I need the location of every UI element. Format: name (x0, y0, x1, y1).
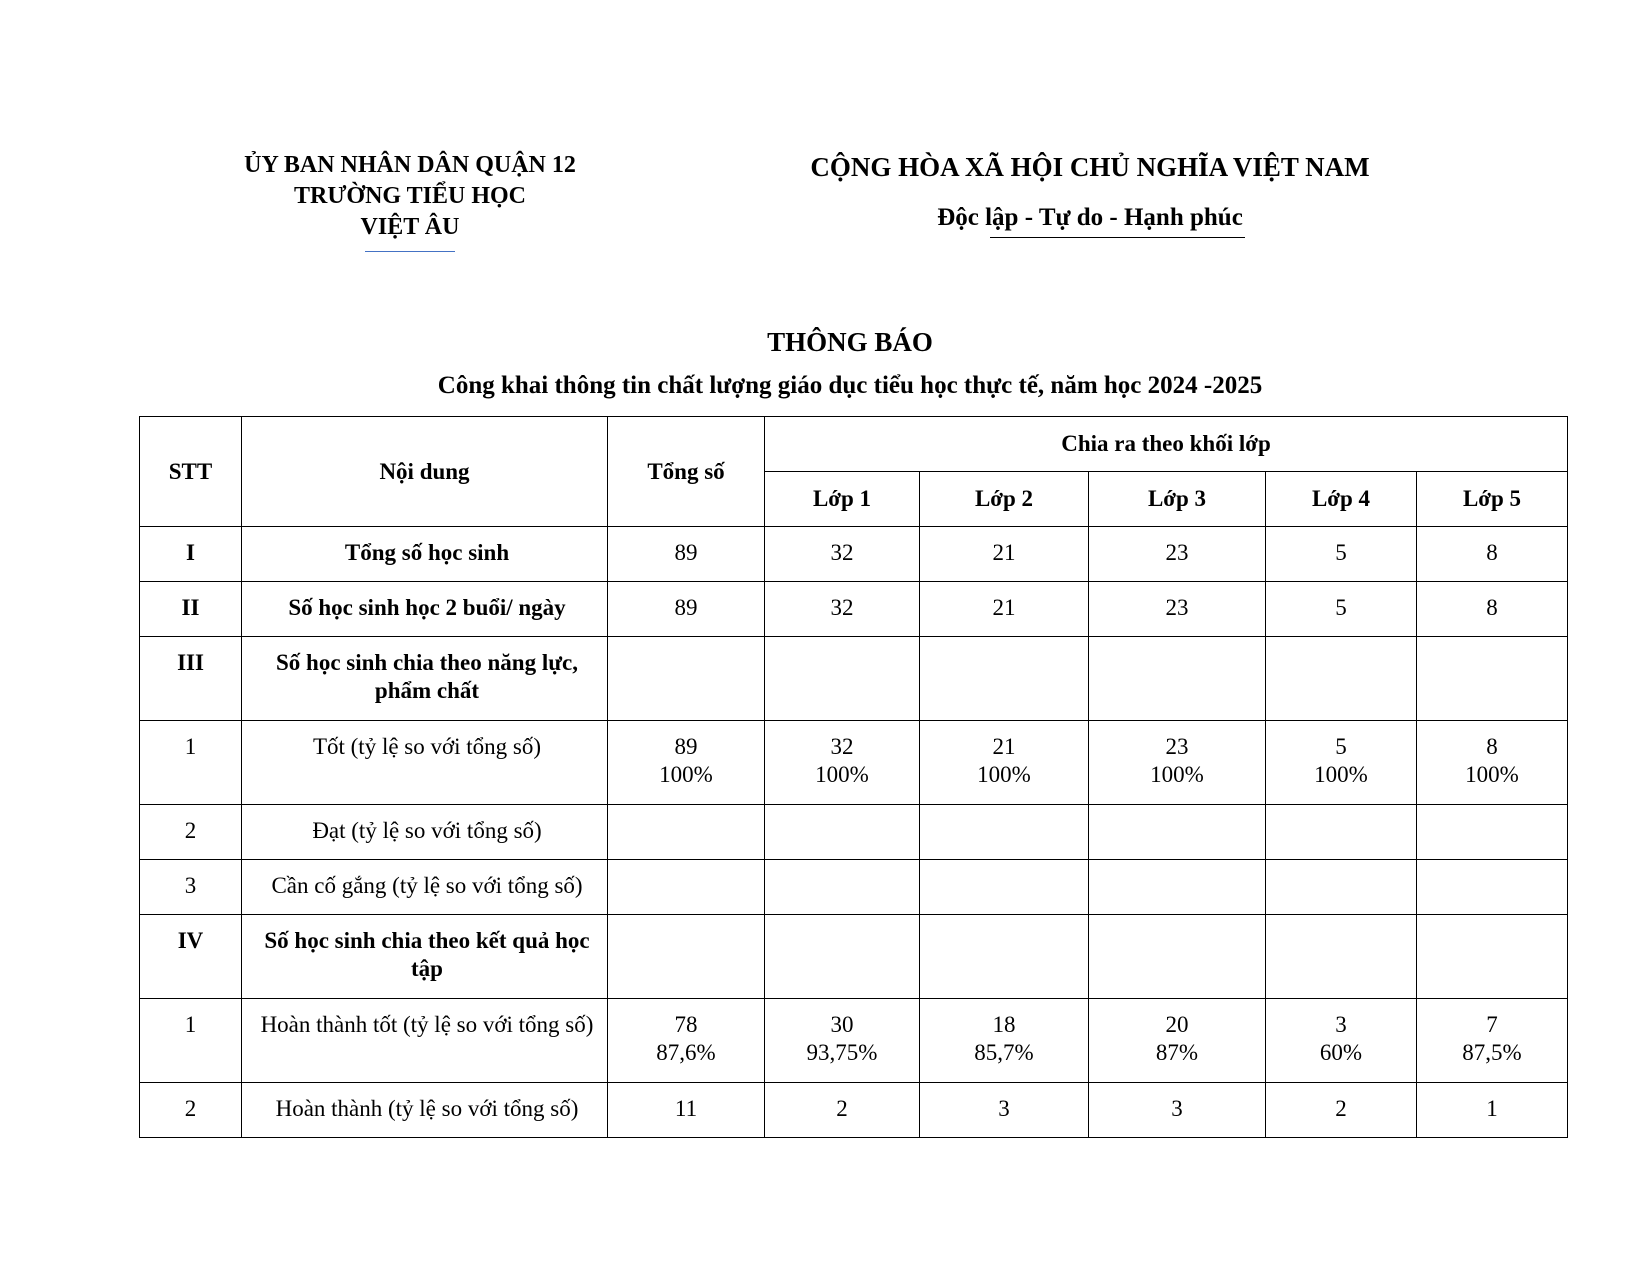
stt-cell: IV (140, 915, 242, 999)
total-cell (608, 915, 765, 999)
total-cell: 89 (608, 527, 765, 582)
grade-1-cell: 32 (765, 527, 920, 582)
grade-3-cell (1089, 805, 1266, 860)
issuer-authority: ỦY BAN NHÂN DÂN QUẬN 12 (244, 152, 576, 178)
grade-4-cell: 5 (1266, 582, 1417, 637)
table-row (140, 527, 1568, 582)
header-grade-4: Lớp 4 (1266, 472, 1417, 527)
issuer-divider (365, 251, 455, 252)
content-cell: Hoàn thành (tỷ lệ so với tổng số) (242, 1083, 608, 1138)
grade-2-cell: 21 (920, 582, 1089, 637)
national-motto: Độc lập - Tự do - Hạnh phúc (937, 204, 1243, 231)
grade-1-cell (765, 637, 920, 721)
national-header (780, 150, 1400, 238)
grade-4-cell: 3 60% (1266, 999, 1417, 1083)
total-cell (608, 860, 765, 915)
grade-4-cell: 5 100% (1266, 721, 1417, 805)
grade-3-cell: 23 (1089, 582, 1266, 637)
grade-3-cell (1089, 860, 1266, 915)
grade-4-cell: 5 (1266, 527, 1417, 582)
grade-5-cell: 8 (1417, 582, 1568, 637)
table-row (140, 915, 1568, 999)
issuer-block (190, 150, 630, 252)
table-row (140, 637, 1568, 721)
content-cell: Cần cố gắng (tỷ lệ so với tổng số) (242, 860, 608, 915)
grade-2-cell (920, 637, 1089, 721)
grade-4-cell (1266, 860, 1417, 915)
grade-5-cell: 1 (1417, 1083, 1568, 1138)
table-row (140, 721, 1568, 805)
table-row (140, 999, 1568, 1083)
content-cell: Tốt (tỷ lệ so với tổng số) (242, 721, 608, 805)
grade-3-cell (1089, 637, 1266, 721)
issuer-school-name: VIỆT ÂU (360, 214, 460, 240)
content-cell: Tổng số học sinh (242, 527, 608, 582)
motto-underline (990, 237, 1245, 238)
header-grade-1: Lớp 1 (765, 472, 920, 527)
quality-report-table (139, 416, 1568, 1138)
grade-5-cell (1417, 860, 1568, 915)
grade-2-cell: 3 (920, 1083, 1089, 1138)
header-grade-5: Lớp 5 (1417, 472, 1568, 527)
stt-cell: 1 (140, 999, 242, 1083)
total-cell: 89 100% (608, 721, 765, 805)
header-grade-group: Chia ra theo khối lớp (765, 417, 1568, 472)
grade-3-cell: 20 87% (1089, 999, 1266, 1083)
grade-5-cell (1417, 805, 1568, 860)
table-row (140, 582, 1568, 637)
stt-cell: 1 (140, 721, 242, 805)
grade-1-cell (765, 915, 920, 999)
total-cell (608, 637, 765, 721)
total-cell (608, 805, 765, 860)
table-row (140, 805, 1568, 860)
grade-1-cell: 32 100% (765, 721, 920, 805)
content-cell: Số học sinh chia theo kết quả học tập (242, 915, 608, 999)
total-cell: 89 (608, 582, 765, 637)
grade-2-cell (920, 805, 1089, 860)
stt-cell: 2 (140, 805, 242, 860)
document-subtitle: Công khai thông tin chất lượng giáo dục tiểu học thực tế, năm học 2024 -2025 (437, 372, 1263, 399)
national-name: CỘNG HÒA XÃ HỘI CHỦ NGHĨA VIỆT NAM (810, 152, 1370, 182)
total-cell: 11 (608, 1083, 765, 1138)
table-header-row (140, 417, 1568, 472)
stt-cell: 2 (140, 1083, 242, 1138)
total-cell: 78 87,6% (608, 999, 765, 1083)
content-cell: Số học sinh chia theo năng lực, phẩm chất (242, 637, 608, 721)
grade-4-cell: 2 (1266, 1083, 1417, 1138)
content-cell: Hoàn thành tốt (tỷ lệ so với tổng số) (242, 999, 608, 1083)
header-grade-2: Lớp 2 (920, 472, 1089, 527)
grade-4-cell (1266, 637, 1417, 721)
stt-cell: 3 (140, 860, 242, 915)
grade-4-cell (1266, 915, 1417, 999)
grade-2-cell: 21 (920, 527, 1089, 582)
grade-3-cell (1089, 915, 1266, 999)
header-grade-3: Lớp 3 (1089, 472, 1266, 527)
stt-cell: III (140, 637, 242, 721)
grade-2-cell: 18 85,7% (920, 999, 1089, 1083)
grade-1-cell (765, 805, 920, 860)
grade-3-cell: 23 (1089, 527, 1266, 582)
grade-4-cell (1266, 805, 1417, 860)
header-stt: STT (140, 417, 242, 527)
grade-3-cell: 23 100% (1089, 721, 1266, 805)
document-title: THÔNG BÁO (767, 327, 933, 357)
grade-2-cell (920, 860, 1089, 915)
table-row (140, 860, 1568, 915)
grade-2-cell (920, 915, 1089, 999)
header-total: Tổng số (608, 417, 765, 527)
grade-2-cell: 21 100% (920, 721, 1089, 805)
grade-1-cell: 2 (765, 1083, 920, 1138)
grade-5-cell: 8 100% (1417, 721, 1568, 805)
grade-1-cell: 30 93,75% (765, 999, 920, 1083)
stt-cell: I (140, 527, 242, 582)
grade-5-cell (1417, 915, 1568, 999)
grade-5-cell: 7 87,5% (1417, 999, 1568, 1083)
grade-5-cell (1417, 637, 1568, 721)
header-content: Nội dung (242, 417, 608, 527)
grade-1-cell: 32 (765, 582, 920, 637)
content-cell: Đạt (tỷ lệ so với tổng số) (242, 805, 608, 860)
grade-3-cell: 3 (1089, 1083, 1266, 1138)
table-row (140, 1083, 1568, 1138)
issuer-school-type: TRƯỜNG TIỂU HỌC (293, 183, 527, 209)
grade-5-cell: 8 (1417, 527, 1568, 582)
content-cell: Số học sinh học 2 buổi/ ngày (242, 582, 608, 637)
stt-cell: II (140, 582, 242, 637)
grade-1-cell (765, 860, 920, 915)
